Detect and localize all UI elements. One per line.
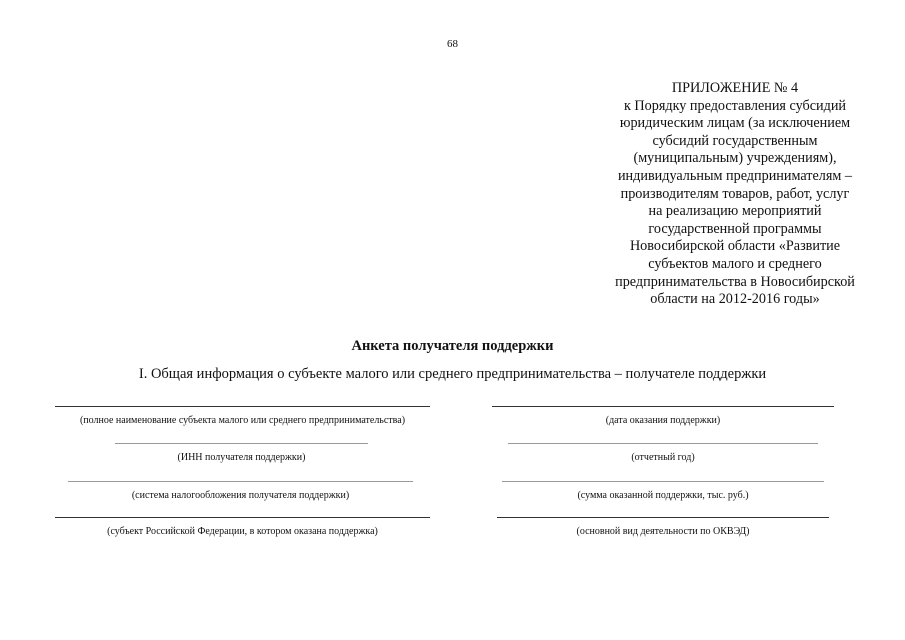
tax-system-line[interactable] <box>68 481 413 482</box>
appendix-line: субъектов малого и среднего <box>648 255 822 272</box>
full-name-caption: (полное наименование субъекта малого или среднего предпринимательства) <box>79 415 406 426</box>
full-name-line[interactable] <box>55 406 430 407</box>
region-caption: (субъект Российской Федерации, в котором оказана поддержка) <box>107 526 378 537</box>
appendix-line: к Порядку предоставления субсидий <box>623 97 847 114</box>
tax-system-caption: (система налогообложения получателя поддержки) <box>131 490 350 501</box>
appendix-line: предпринимательства в Новосибирской <box>615 273 855 290</box>
reporting-year-caption: (отчетный год) <box>631 452 695 463</box>
region-line[interactable] <box>55 517 430 518</box>
support-date-caption: (дата оказания поддержки) <box>605 415 721 426</box>
reporting-year-line[interactable] <box>508 443 818 444</box>
appendix-line: юридическим лицам (за исключением <box>619 115 851 132</box>
inn-line[interactable] <box>115 443 368 444</box>
appendix-line: ПРИЛОЖЕНИЕ № 4 <box>671 80 799 96</box>
support-amount-caption: (сумма оказанной поддержки, тыс. руб.) <box>577 490 749 501</box>
support-date-line[interactable] <box>492 406 834 407</box>
support-amount-field[interactable] <box>502 481 824 501</box>
support-amount-line[interactable] <box>502 481 824 482</box>
reporting-year-field[interactable] <box>508 443 818 463</box>
form-title: Анкета получателя поддержки <box>351 338 554 354</box>
appendix-line: субсидий государственным <box>652 132 818 149</box>
appendix-line: Новосибирской области «Развитие <box>629 238 841 255</box>
okved-field[interactable] <box>497 517 829 537</box>
page-number: 68 <box>447 38 458 50</box>
okved-line[interactable] <box>497 517 829 518</box>
appendix-heading <box>590 80 880 309</box>
appendix-line: на реализацию мероприятий <box>648 203 822 220</box>
appendix-line: производителям товаров, работ, услуг <box>620 185 850 202</box>
appendix-line: государственной программы <box>648 220 822 237</box>
okved-caption: (основной вид деятельности по ОКВЭД) <box>576 526 750 537</box>
appendix-line: индивидуальным предпринимателям – <box>617 167 853 184</box>
tax-system-field[interactable] <box>68 481 413 501</box>
appendix-line: области на 2012-2016 годы» <box>650 291 820 308</box>
inn-field[interactable] <box>115 443 368 463</box>
appendix-line: (муниципальным) учреждениям), <box>633 150 837 167</box>
full-name-field[interactable] <box>55 406 430 426</box>
inn-caption: (ИНН получателя поддержки) <box>177 452 306 463</box>
section-title: I. Общая информация о субъекте малого или среднего предпринимательства – получателе поддержки <box>138 366 767 382</box>
region-field[interactable] <box>55 517 430 537</box>
support-date-field[interactable] <box>492 406 834 426</box>
